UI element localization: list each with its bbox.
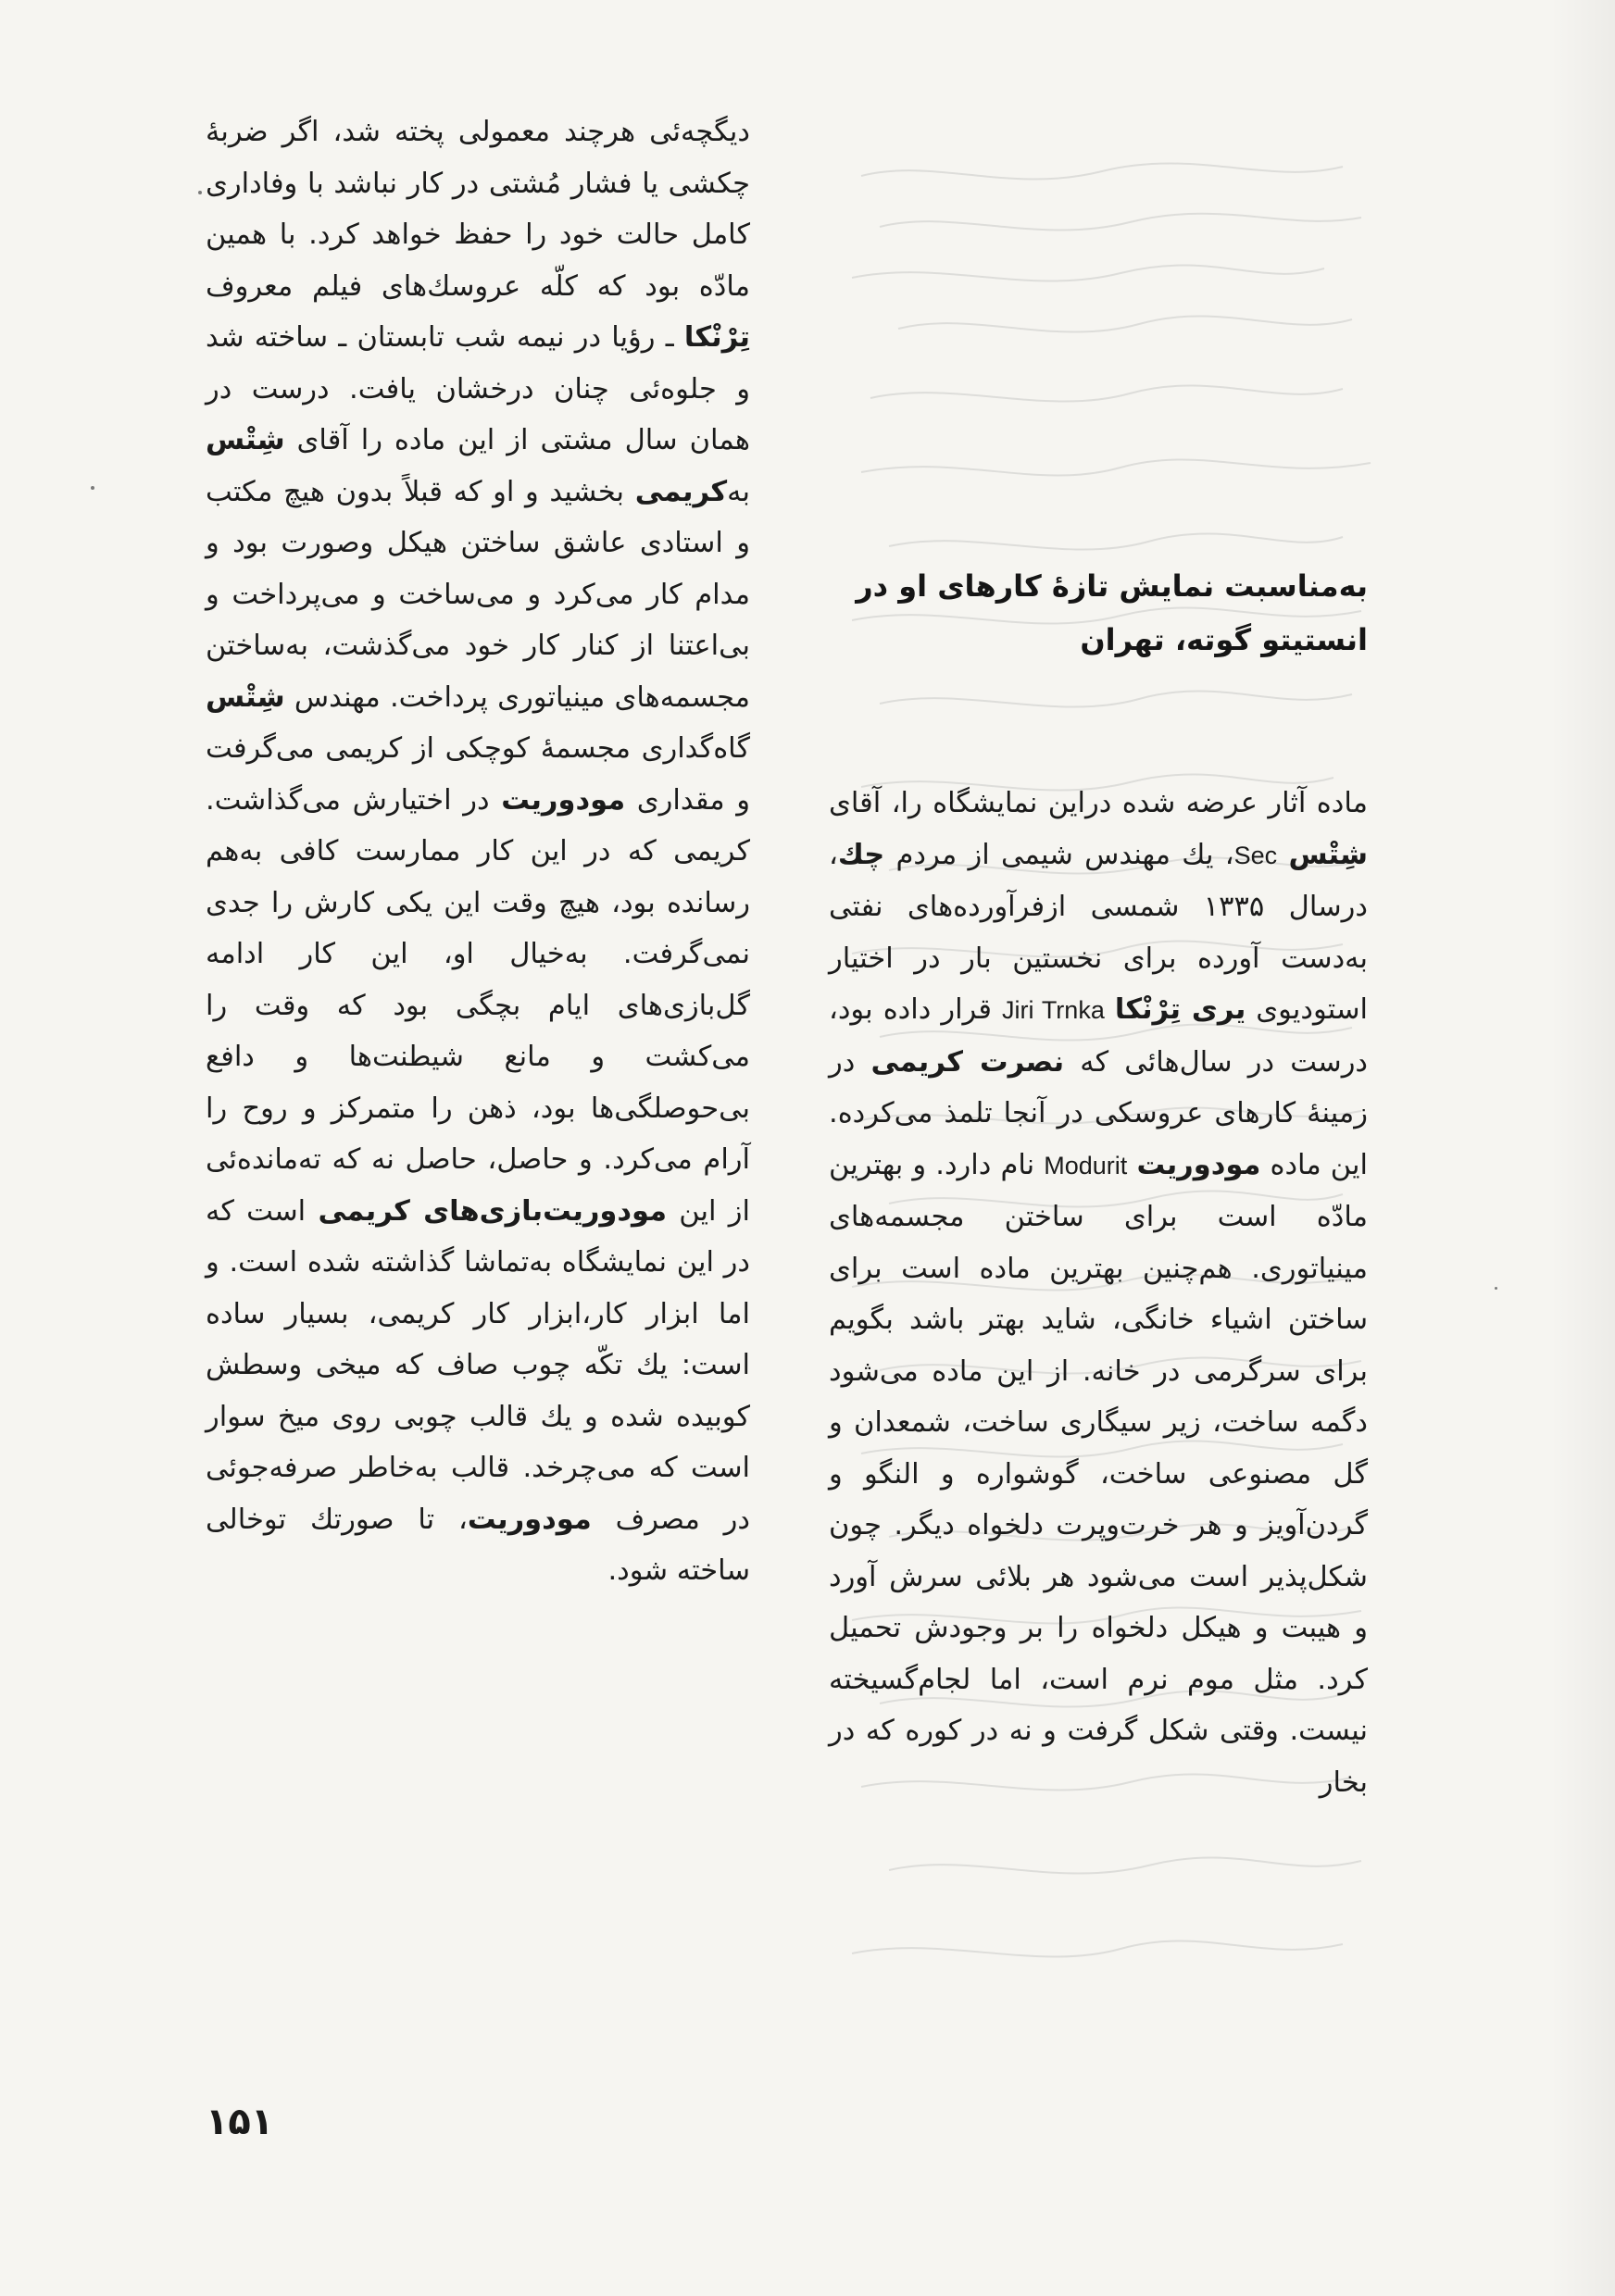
article-heading (829, 559, 1368, 667)
ink-speck (1495, 1287, 1497, 1290)
heading-line-2: انستیتو گوته، تهران (1080, 622, 1368, 657)
text-run: نام دارد. و بهترین مادّه است برای ساختن مجسمه‌های مینیاتوری. هم‌چنین بهترین ماده است برای ساختن اشیاء خانگی، شاید بهتر باشد بگویم برای سرگرمی در خانه. از این ماده می‌شود دگمه ساخت، زیر سیگاری ساخت، شمعدان و گل مصنوعی ساخت، گوشواره و النگو و گردن‌آویز و هر خرت‌وپرت دلخواه دیگر. چون شکل‌پذیر است می‌شود هر بلائی سرش آورد و هیبت و هیکل دلخواه را بر وجودش تحمیل کرد. مثل موم نرم است، اما لجام‌گسیخته نیست. وقتی شکل گرفت و نه در کوره که در بخار (829, 1148, 1368, 1799)
latin-term-modurit: Modurit (1044, 1151, 1128, 1179)
latin-term-sec: Sec (1233, 841, 1278, 869)
text-run: ، تا صورتك توخالی ساخته شود. (206, 1503, 750, 1587)
bold-name-trnka: تِرْنْکا (683, 321, 750, 354)
text-run: ، یك مهندس شیمی از مردم (884, 838, 1234, 871)
text-run: گاه‌گداری مجسمهٔ کوچکی از کریمی می‌گرفت و مقداری (206, 732, 750, 817)
bold-name-shets: شِتْس (206, 680, 285, 714)
text-run: در اختیارش می‌گذاشت. کریمی که در این کار ممارست کافی به‌هم رسانده بود، هیچ وقت این یکی کارش را جدی نمی‌گرفت. به‌خیال او، این کار ادامه گل‌بازی‌های ایام بچگی بود که وقت را می‌کشت و مانع شیطنت‌ها و دافع بی‌حوصلگی‌ها بود، ذهن را متمرکز و روح را آرام می‌کرد. و حاصل، حاصل نه که ته‌مانده‌ئی از این (206, 783, 750, 1228)
latin-term-jiri-trnka: Jiri Trnka (1001, 996, 1105, 1024)
right-column-text (829, 778, 1368, 1808)
text-run: ماده آثار عرضه شده دراین نمایشگاه را، آقای (829, 787, 1368, 819)
text-run: در زمینهٔ کارهای عروسکی در آنجا تلمذ می‌کرده. این ماده (829, 1045, 1368, 1181)
text-run: به‌ (727, 475, 750, 508)
bold-name-karimi: کریمی (634, 475, 728, 508)
text-run: ـ رؤیا در نیمه شب تابستان ـ ساخته شد و جلوه‌ئی چنان درخشان یافت. درست در همان سال مشتی از این ماده را آقای (206, 321, 750, 456)
right-column-paragraph (829, 778, 1368, 1808)
text-run: بخشید و او که قبلاً بدون هیچ مکتب و استادی عاشق ساختن هیکل وصورت بود و مدام کار می‌کرد و می‌ساخت و می‌پرداخت و بی‌اعتنا از کنار کار خود می‌گذشت، به‌ساختن مجسمه‌های مینیاتوری پرداخت. مهندس (206, 475, 750, 714)
page-number: ۱۵۱ (206, 2101, 274, 2143)
bold-term-modurit-play: مودوریت‌بازی‌های کریمی (318, 1194, 668, 1228)
bold-name-shets: شِتْس (1288, 838, 1368, 871)
left-column-text (206, 106, 750, 1597)
ink-speck (91, 486, 94, 490)
text-run: ، درسال ۱۳۳۵ شمسی ازفرآورده‌های نفتی به‌دست آورده برای نخستین بار در اختیار استودیوی (829, 838, 1368, 1026)
bold-name-jiri-trnka: یری تِرْنْکا (1114, 993, 1246, 1026)
bold-name-nosrat-karimi: نصرت کریمی (870, 1045, 1065, 1079)
text-run: دیگچه‌ئی هرچند معمولی پخته شد، اگر ضربهٔ چکشی یا فشار مُشتی در کار نباشد با وفاداری کامل حالت خود را حفظ خواهد کرد. با همین مادّه بود که کلّه عروسك‌های فیلم معروف (206, 116, 750, 303)
bold-term-modurit: مودوریت (1136, 1148, 1261, 1181)
ink-speck (198, 191, 202, 194)
bold-name-shets: شِتْس (206, 424, 285, 456)
bold-term-chek: چك (837, 838, 885, 871)
heading-line-1: به‌مناسبت نمایش تازهٔ کارهای او در (856, 568, 1368, 604)
left-column-paragraph (206, 106, 750, 1597)
bold-term-modurit: مودوریت (501, 783, 626, 817)
text-run: است که در این نمایشگاه به‌تماشا گذاشته شده است. و اما ابزار کار،ابزار کار کریمی، بسیار ساده است: یك تکّه چوب صاف که میخی وسطش کوبیده شده و یك قالب چوبی روی میخ سوار است که می‌چرخد. قالب به‌خاطر صرفه‌جوئی در مصرف (206, 1194, 750, 1536)
bold-term-modurit: مودوریت (467, 1503, 592, 1536)
text-run: قرار داده بود، درست در سال‌هائی که (829, 993, 1369, 1079)
